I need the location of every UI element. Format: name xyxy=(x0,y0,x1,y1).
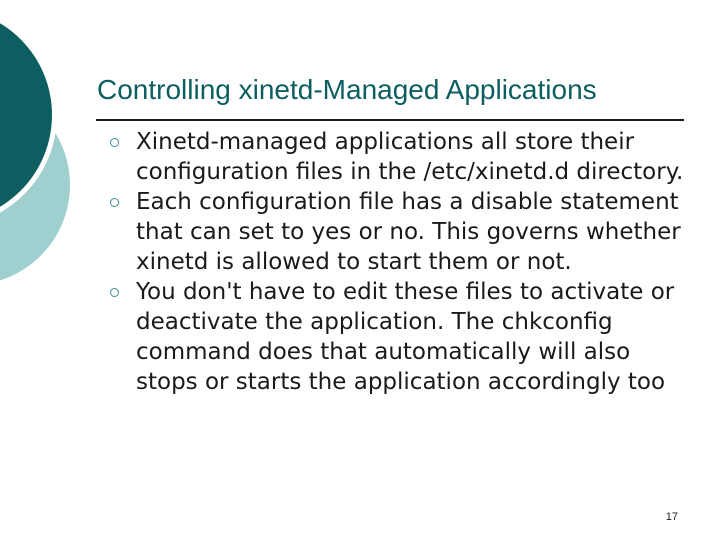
page-number: 17 xyxy=(665,511,678,523)
title-divider xyxy=(96,119,684,121)
bullet-text: Xinetd-managed applications all store their configuration files in the /etc/xinetd.d directory. xyxy=(136,129,684,185)
bullet-item xyxy=(110,187,690,277)
slide-title: Controlling xinetd-Managed Applications xyxy=(97,74,597,105)
circle-bullet-icon xyxy=(110,288,119,297)
bullet-item xyxy=(110,127,690,187)
circle-bullet-icon xyxy=(110,198,119,207)
bullet-list xyxy=(110,127,690,397)
bullet-item xyxy=(110,277,690,397)
bullet-text: Each configuration file has a disable statement that can set to yes or no. This governs whether xinetd is allowed to start them or not. xyxy=(136,189,681,275)
circle-bullet-icon xyxy=(110,138,119,147)
bullet-text: You don't have to edit these files to activate or deactivate the application. The chkconfig command does that automatically will also stops or starts the application accordingly too xyxy=(136,279,675,395)
decorative-circles xyxy=(0,0,120,300)
